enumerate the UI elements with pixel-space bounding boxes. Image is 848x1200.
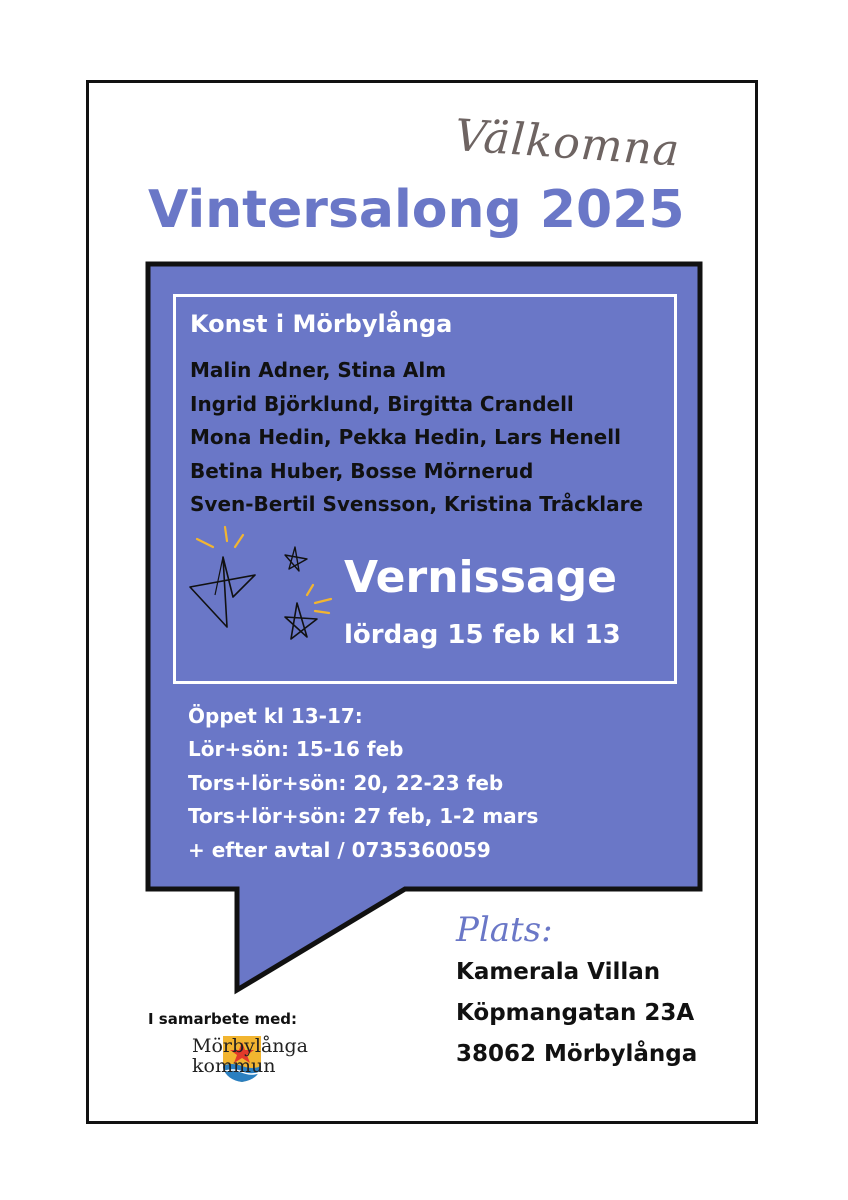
logo-line: kommun [192,1055,276,1077]
place-label: Plats: [456,910,553,950]
artist-list [190,354,643,522]
address-line: Köpmangatan 23A [456,1000,695,1026]
star-doodle-icon [185,525,345,650]
association-name: Konst i Mörbylånga [190,310,453,338]
vernissage-date: lördag 15 feb kl 13 [344,620,621,650]
list-item: Lör+sön: 15-16 feb [188,737,404,761]
opening-hours-title: Öppet kl 13-17: [188,704,363,728]
list-item: Tors+lör+sön: 27 feb, 1-2 mars [188,804,539,828]
welcome-script: Välkomna [453,110,682,177]
list-item: Tors+lör+sön: 20, 22-23 feb [188,770,504,795]
logo-line: Mörbylånga [192,1035,309,1057]
list-item: Betina Huber, Bosse Mörnerud [190,458,534,483]
list-item: Malin Adner, Stina Alm [190,358,447,382]
partner-label: I samarbete med: [148,1010,298,1028]
address-block [456,952,697,1075]
list-item: + efter avtal / 0735360059 [188,837,491,862]
list-item: Sven-Bertil Svensson, Kristina Tråcklare [190,492,644,516]
address-line: 38062 Mörbylånga [456,1041,698,1067]
address-line: Kamerala Villan [456,959,661,985]
list-item: Ingrid Björklund, Birgitta Crandell [190,391,574,416]
opening-hours-list [188,733,538,867]
list-item: Mona Hedin, Pekka Hedin, Lars Henell [190,425,621,449]
vernissage-title: Vernissage [344,552,618,603]
poster-title: Vintersalong 2025 [148,180,685,240]
partner-logo-text [192,1036,308,1076]
